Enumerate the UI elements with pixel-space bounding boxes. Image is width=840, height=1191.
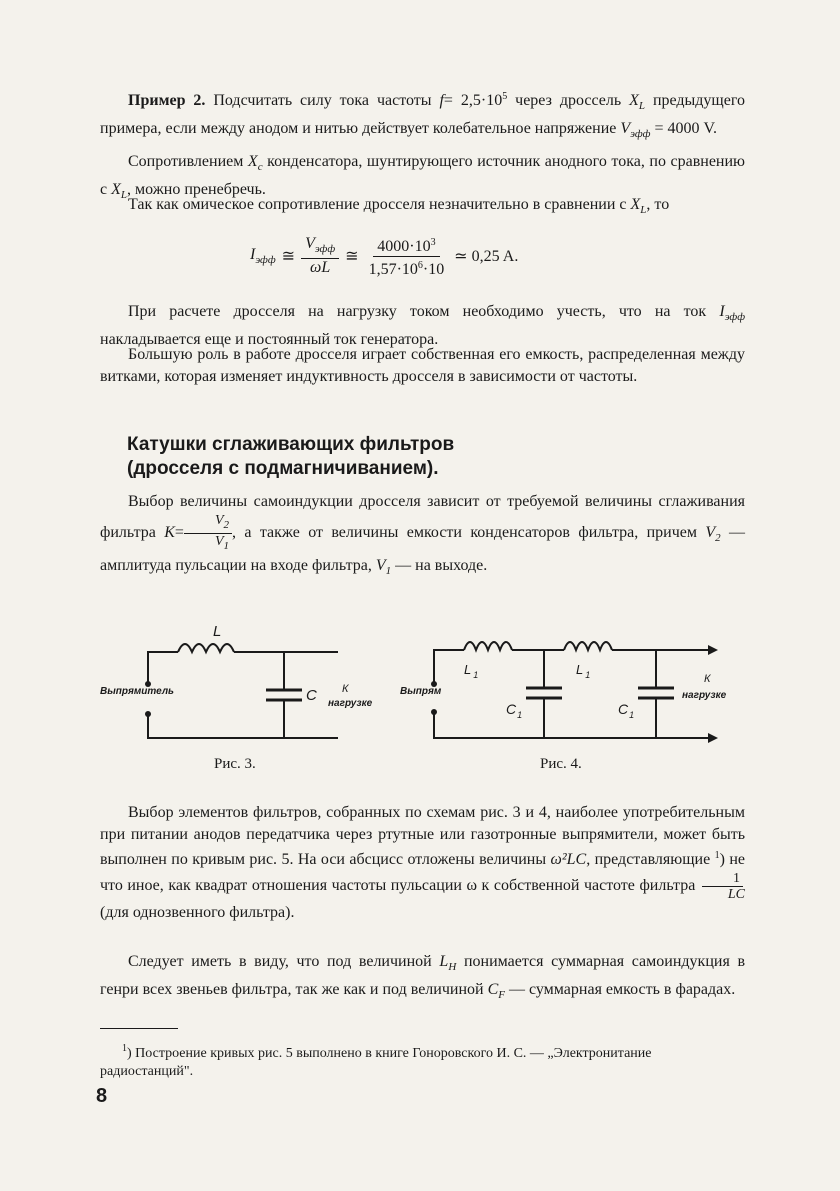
math-i: I bbox=[719, 303, 725, 320]
math-sub: 1 bbox=[223, 540, 230, 552]
math-sub: L bbox=[640, 204, 647, 216]
figure-4-circuit bbox=[398, 618, 743, 748]
fig4-label-l1a bbox=[464, 662, 478, 680]
fig4-label-l1b-sub: 1 bbox=[585, 670, 591, 680]
text: — амплитуда пульсации на входе фильтра, bbox=[100, 524, 745, 574]
formula-result: ≃ 0,25 A. bbox=[454, 248, 519, 265]
text: Большую роль в работе дросселя играет собственная его емкость, распределенная между витками, которая изменяет индуктивность дросселя в зависимости от частоты. bbox=[100, 346, 745, 385]
math-v: V bbox=[375, 557, 386, 574]
page-number: 8 bbox=[96, 1085, 108, 1107]
math-v: V bbox=[620, 119, 631, 137]
fig3-label-load: нагрузке bbox=[328, 698, 373, 709]
text: Так как омическое сопротивление дросселя незначительно в сравнении с bbox=[128, 196, 627, 213]
fraction-numeric bbox=[365, 234, 449, 279]
fig4-wire-bottom bbox=[434, 712, 708, 738]
text: конденсатора, шунтирующего источник анодного тока, по сравнению с bbox=[100, 153, 746, 198]
fig4-label-l1b bbox=[576, 662, 590, 680]
math-xl: X bbox=[630, 196, 641, 213]
text: предыдущего примера, если между анодом и нитью действует колебательное напряжение bbox=[100, 92, 746, 137]
fig3-caption: Рис. 3. bbox=[214, 756, 256, 772]
text: ) не что иное, как квадрат отношения частоты пульсации ω к собственной частоте фильтра bbox=[100, 851, 746, 895]
fraction-1-over-lc bbox=[700, 871, 745, 902]
text: через дроссель bbox=[515, 92, 622, 109]
heading-line1: Катушки сглаживающих фильтров bbox=[127, 434, 455, 455]
fraction-v2-v1 bbox=[184, 513, 232, 554]
math-sub: эфф bbox=[724, 311, 746, 323]
fraction-v-over-wl bbox=[301, 235, 339, 277]
fig4-label-to: К bbox=[704, 673, 711, 685]
fig4-label-c1a-sub: 1 bbox=[517, 710, 523, 720]
fig4-label-c1a-letter: C bbox=[506, 701, 517, 717]
math-sub: L bbox=[638, 100, 645, 112]
math-wl: ωL bbox=[310, 259, 331, 276]
fig4-output-arrow bbox=[708, 645, 718, 655]
text: При расчете дросселя на нагрузку током необходимо учесть, что на ток bbox=[128, 303, 707, 320]
math-sub: 2 bbox=[715, 532, 721, 545]
figure-3-circuit bbox=[98, 618, 398, 748]
paragraph-capacity bbox=[100, 344, 745, 387]
math-sub: 2 bbox=[223, 519, 230, 531]
den-exp: 6 bbox=[417, 259, 423, 271]
math-sub: F bbox=[498, 988, 505, 1001]
paragraph-load bbox=[100, 301, 745, 350]
section-heading bbox=[127, 433, 627, 481]
math-v: V bbox=[214, 534, 224, 549]
fig4-label-c1b-sub: 1 bbox=[629, 710, 635, 720]
fig4-label-load: нагрузке bbox=[682, 690, 727, 701]
fig3-inductor bbox=[178, 644, 234, 652]
heading-line2: (дросселя с подмагничиванием). bbox=[127, 458, 439, 479]
frac-num: 1 bbox=[702, 871, 743, 887]
fig3-label-c: C bbox=[306, 687, 317, 704]
math-sub: L bbox=[120, 188, 128, 201]
text: , можно пренебречь. bbox=[127, 180, 266, 198]
math-sub: c bbox=[257, 161, 263, 173]
math-xc: X bbox=[247, 153, 258, 170]
fig3-label-to: К bbox=[342, 683, 349, 695]
math-xl: X bbox=[111, 180, 121, 198]
paragraph-curves bbox=[100, 802, 745, 924]
fig4-wire-top-left bbox=[434, 650, 464, 684]
footnote-rule bbox=[100, 1028, 178, 1029]
text: накладывается еще и постоянный ток генератора. bbox=[100, 330, 439, 348]
math-xl: X bbox=[629, 92, 639, 109]
math-cf: C bbox=[487, 980, 499, 998]
fig4-caption: Рис. 4. bbox=[540, 756, 582, 772]
math-sub: эфф bbox=[255, 254, 276, 266]
fig4-label-c1b-letter: C bbox=[618, 701, 629, 717]
text: , то bbox=[646, 196, 670, 213]
footnote-mark: 1 bbox=[122, 1043, 127, 1054]
text: — суммарная емкость в фарадах. bbox=[508, 980, 736, 998]
text: (для однозвенного фильтра). bbox=[100, 904, 295, 922]
fig4-label-c1a bbox=[506, 701, 522, 720]
fig4-label-l1a-sub: 1 bbox=[473, 670, 479, 680]
text: , а также от величины емкости конденсаторов фильтра, причем bbox=[232, 524, 697, 542]
fig4-inductor-1 bbox=[464, 642, 512, 650]
math-sub: эфф bbox=[314, 243, 336, 255]
text: , представляющие bbox=[586, 851, 711, 869]
fig3-wire-top-left bbox=[148, 652, 178, 684]
paragraph-ohmic bbox=[100, 194, 745, 222]
math-v: V bbox=[214, 513, 224, 528]
current-formula bbox=[250, 232, 518, 280]
text: — на выходе. bbox=[395, 557, 488, 574]
math-eq: = bbox=[174, 524, 184, 542]
den-tail: ·10 bbox=[422, 260, 445, 278]
paragraph-note bbox=[100, 951, 745, 1006]
footnote-text: ) Построение кривых рис. 5 выполнено в книге Гоноровского И. С. — „Электронитание радиостанций". bbox=[100, 1046, 652, 1079]
example-label: Пример 2. bbox=[128, 92, 206, 109]
math-lh: L bbox=[439, 953, 449, 970]
math-exp: 5 bbox=[502, 91, 508, 102]
fig3-label-rectifier: Выпрямитель bbox=[100, 686, 174, 697]
fig4-label-rectifier: Выпрям bbox=[400, 686, 442, 697]
text: Подсчитать силу тока частоты bbox=[213, 92, 432, 109]
math-v: V bbox=[705, 524, 716, 542]
fig4-inductor-2 bbox=[564, 642, 612, 650]
approx-sign: ≅ bbox=[281, 248, 296, 265]
fig4-label-c1b bbox=[618, 701, 634, 720]
footnote-ref: 1 bbox=[714, 850, 720, 862]
num-exp: 3 bbox=[430, 236, 436, 248]
math-eq: = 2,5·10 bbox=[443, 92, 503, 109]
text: Выбор элементов фильтров, собранных по схемам рис. 3 и 4, наиболее употребительным при питании анодов передатчика через ртутные или газотронные выпрямители, может быть выполнен по кривым рис. 5. На оси абсцисс отложены величины bbox=[100, 804, 745, 869]
text: Следует иметь в виду, что под величиной bbox=[128, 953, 432, 970]
approx-sign: ≅ bbox=[345, 248, 359, 265]
math-sub: Н bbox=[448, 961, 457, 973]
math-f: f bbox=[439, 92, 444, 109]
math-k: K bbox=[164, 524, 175, 542]
fig3-terminal bbox=[145, 711, 151, 717]
den-value: 1,57·10 bbox=[368, 260, 418, 278]
fig4-output-arrow bbox=[708, 733, 718, 743]
math-sub: 1 bbox=[385, 565, 392, 577]
text: понимается суммарная самоиндукция в генри всех звеньев фильтра, так же как и под величиной bbox=[100, 953, 746, 998]
math-val: = 4000 V. bbox=[654, 119, 717, 137]
example-paragraph bbox=[100, 86, 745, 145]
text: Выбор величины самоиндукции дросселя зависит от требуемой величины сглаживания фильтра bbox=[100, 493, 745, 542]
frac-den: LC bbox=[727, 887, 746, 903]
footnote bbox=[100, 1040, 745, 1081]
math-v: V bbox=[305, 235, 315, 252]
fig3-label-l: L bbox=[213, 623, 222, 640]
fig4-terminal bbox=[431, 709, 437, 715]
math-i: I bbox=[250, 246, 256, 263]
num-value: 4000·10 bbox=[377, 237, 431, 255]
fig4-label-l1a-letter: L bbox=[464, 662, 472, 677]
fig4-label-l1b-letter: L bbox=[576, 662, 584, 677]
paragraph-choice bbox=[100, 490, 745, 583]
fig3-wire-bottom bbox=[148, 714, 338, 738]
math-w2lc: ω²LC bbox=[550, 851, 587, 869]
math-sub: эфф bbox=[630, 127, 651, 140]
text: Сопротивлением bbox=[128, 153, 244, 170]
